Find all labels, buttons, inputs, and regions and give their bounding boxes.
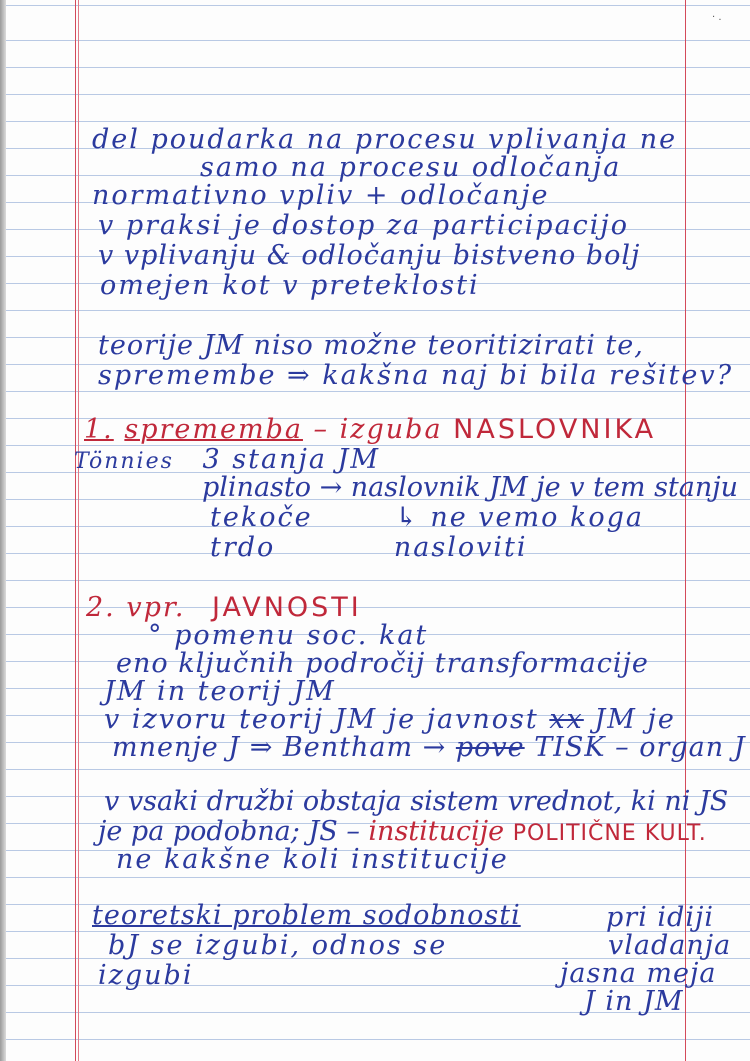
note-text: mnenje J ⇒ Bentham → xyxy=(112,732,447,763)
note-line: ° pomenu soc. kat xyxy=(148,620,429,651)
note-line xyxy=(112,734,746,761)
struck-text: xx xyxy=(549,704,584,735)
note-line: v praksi je dostop za participacijo xyxy=(98,210,630,241)
note-line: teoretski problem sodobnosti xyxy=(92,900,521,931)
red-text: institucije xyxy=(368,816,505,847)
note-text: je pa podobna; JS – xyxy=(98,816,360,847)
note-line: spremembe ⇒ kakšna naj bi bila rešitev? xyxy=(98,360,734,391)
note-text: trdo xyxy=(210,532,276,563)
note-line: izgubi xyxy=(98,960,194,991)
note-text: JM je xyxy=(594,704,676,735)
side-note: pri idiji xyxy=(606,902,714,933)
note-line: eno ključnih področij transformacije xyxy=(116,648,649,679)
left-margin-line xyxy=(75,0,76,1061)
section-number: 1. xyxy=(84,414,114,445)
section-heading-1 xyxy=(84,416,656,443)
note-line: ne kakšne koli institucije xyxy=(116,844,509,875)
heading-caps: JAVNOSTI xyxy=(212,592,362,623)
note-text: nasloviti xyxy=(393,532,528,563)
section-number: 2. xyxy=(86,592,116,623)
heading-dash: – xyxy=(313,414,330,445)
side-note: jasna meja xyxy=(560,958,717,989)
side-note: vladanja xyxy=(608,930,732,961)
left-margin-line-inner xyxy=(78,0,79,1061)
note-text: ↳ ne vemo koga xyxy=(395,502,644,533)
note-line: samo na procesu odločanja xyxy=(200,152,622,183)
note-line: JM in teorij JM xyxy=(104,676,336,707)
paper-edge-shadow xyxy=(0,0,6,1061)
note-line: omejen kot v preteklosti xyxy=(100,270,480,301)
heading-text: izguba xyxy=(339,414,443,445)
note-line xyxy=(210,534,528,561)
note-line: bJ se izgubi, odnos se xyxy=(108,930,448,961)
note-text: v izvoru teorij JM je javnost xyxy=(104,704,539,735)
struck-text: pove xyxy=(455,732,525,763)
note-line xyxy=(98,818,707,845)
note-text: 3 stanja JM xyxy=(202,444,380,475)
note-line: normativno vpliv + odločanje xyxy=(92,180,550,211)
note-line: del poudarka na procesu vplivanja ne xyxy=(92,124,678,155)
note-line xyxy=(74,446,380,473)
note-line xyxy=(104,706,676,733)
note-text: tekoče xyxy=(210,502,313,533)
note-line xyxy=(210,504,644,531)
corner-mark: · . xyxy=(712,12,722,23)
heading-text: sprememba xyxy=(124,414,303,445)
side-note: J in JM xyxy=(584,986,684,1017)
name-tonnies: Tönnies xyxy=(74,449,174,474)
red-caps-text: POLITIČNE KULT. xyxy=(512,821,707,846)
note-text: TISK – organ J xyxy=(534,732,746,763)
note-line: v vplivanju & odločanju bistveno bolj xyxy=(98,240,641,271)
note-line: v vsaki družbi obstaja sistem vrednot, ki ni JS xyxy=(104,786,729,817)
note-line: plinasto → naslovnik JM je v tem stanju xyxy=(202,472,739,503)
heading-caps: NASLOVNIKA xyxy=(453,414,657,445)
section-heading-2 xyxy=(86,594,362,621)
heading-text: vpr. xyxy=(126,592,186,623)
note-line: teorije JM niso možne teoritizirati te, xyxy=(98,330,644,361)
